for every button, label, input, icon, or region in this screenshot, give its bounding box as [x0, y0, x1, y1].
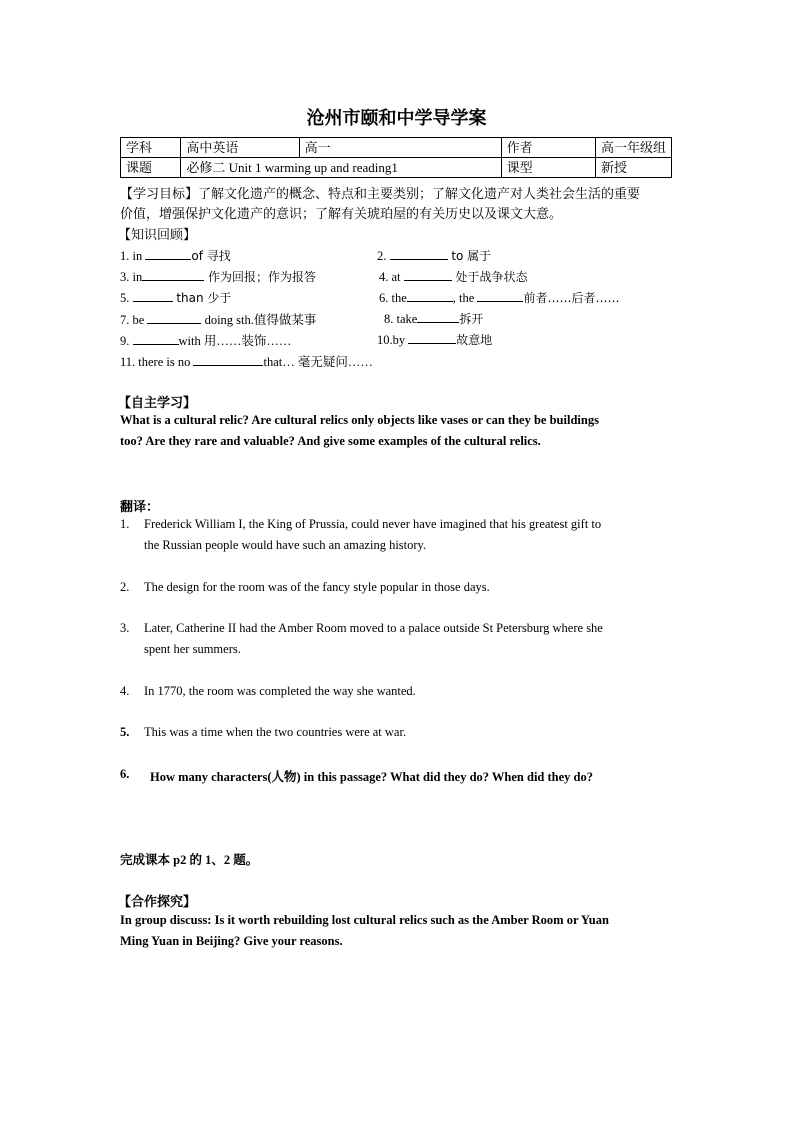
- fill-blank: [147, 311, 201, 324]
- review-item-8: 8. take 拆开: [384, 312, 484, 326]
- table-cell: 高中英语: [181, 138, 299, 158]
- table-cell: 新授: [595, 158, 671, 178]
- translation-sentence: This was a time when the two countries were at war.: [144, 725, 407, 739]
- review-item-4: 4. at 处于战争状态: [379, 270, 528, 284]
- self-study-heading: 【自主学习】: [118, 396, 197, 411]
- exercise-instruction: 完成课本 p2 的 1、2 题。: [120, 853, 259, 867]
- translation-number: 5.: [120, 725, 130, 739]
- review-item-11: 11. there is no that… 毫无疑问……: [120, 355, 373, 369]
- fill-blank: [417, 310, 459, 323]
- cooperation-heading: 【合作探究】: [118, 895, 197, 910]
- table-cell: 高一: [299, 138, 501, 158]
- cooperation-text: In group discuss: Is it worth rebuilding lost cultural relics such as the Amber Room or Yuan: [120, 913, 609, 927]
- review-item-5: 5. than 少于: [120, 291, 232, 305]
- translation-number: 4.: [120, 684, 130, 698]
- table-row: [121, 138, 672, 158]
- cooperation-text: Ming Yuan in Beijing? Give your reasons.: [120, 934, 343, 948]
- translation-sentence: The design for the room was of the fancy style popular in those days.: [144, 580, 490, 594]
- translation-number: 1.: [120, 517, 130, 531]
- fill-blank: [133, 332, 179, 345]
- fill-blank: [390, 247, 448, 260]
- translation-sentence: Later, Catherine II had the Amber Room moved to a palace outside St Petersburg where she: [144, 621, 603, 635]
- fill-blank: [145, 247, 191, 260]
- fill-blank: [142, 268, 204, 281]
- review-item-7: 7. be doing sth.值得做某事: [120, 313, 317, 327]
- info-table: [120, 137, 672, 178]
- translation-sentence: In 1770, the room was completed the way she wanted.: [144, 684, 416, 698]
- table-cell: 高一年级组: [595, 138, 671, 158]
- translation-sentence: spent her summers.: [144, 642, 241, 656]
- table-cell: 学科: [121, 138, 181, 158]
- translation-sentence: Frederick William I, the King of Prussia, could never have imagined that his greatest gift to: [144, 517, 602, 531]
- page-title: 沧州市颐和中学导学案: [306, 108, 487, 129]
- fill-blank: [477, 289, 523, 302]
- translation-sentence: the Russian people would have such an amazing history.: [144, 538, 427, 552]
- review-item-1: 1. in of 寻找: [120, 249, 231, 263]
- fill-blank: [133, 289, 173, 302]
- learning-goals-line: 价值，增强保护文化遗产的意识；了解有关琥珀屋的有关历史以及课文大意。: [120, 207, 563, 222]
- review-item-9: 9. with 用……装饰……: [120, 334, 292, 348]
- table-cell: 作者: [501, 138, 595, 158]
- table-cell: 课题: [121, 158, 181, 178]
- translation-question: How many characters(人物) in this passage? What did they do? When did they do?: [150, 770, 593, 784]
- table-cell: 必修二 Unit 1 warming up and reading1: [181, 158, 501, 178]
- translation-heading: 翻译：: [120, 500, 160, 515]
- translation-number: 3.: [120, 621, 130, 635]
- fill-blank: [408, 331, 456, 344]
- fill-blank: [407, 289, 453, 302]
- learning-goals-line: 【学习目标】了解文化遗产的概念、特点和主要类别；了解文化遗产对人类社会生活的重要: [120, 187, 641, 202]
- review-heading: 【知识回顾】: [118, 228, 197, 243]
- self-study-text: What is a cultural relic? Are cultural relics only objects like vases or can they be buildings: [120, 413, 599, 427]
- translation-number: 2.: [120, 580, 130, 594]
- review-item-10: 10.by 故意地: [377, 333, 493, 347]
- review-item-6: 6. the , the 前者……后者……: [379, 291, 620, 305]
- review-item-3: 3. in 作为回报；作为报答: [120, 270, 317, 284]
- translation-number: 6.: [120, 767, 130, 781]
- fill-blank: [193, 353, 263, 366]
- fill-blank: [404, 268, 452, 281]
- table-row: [121, 158, 672, 178]
- table-cell: 课型: [501, 158, 595, 178]
- review-item-2: 2. to 属于: [377, 249, 492, 263]
- self-study-text: too? Are they rare and valuable? And give some examples of the cultural relics.: [120, 434, 541, 448]
